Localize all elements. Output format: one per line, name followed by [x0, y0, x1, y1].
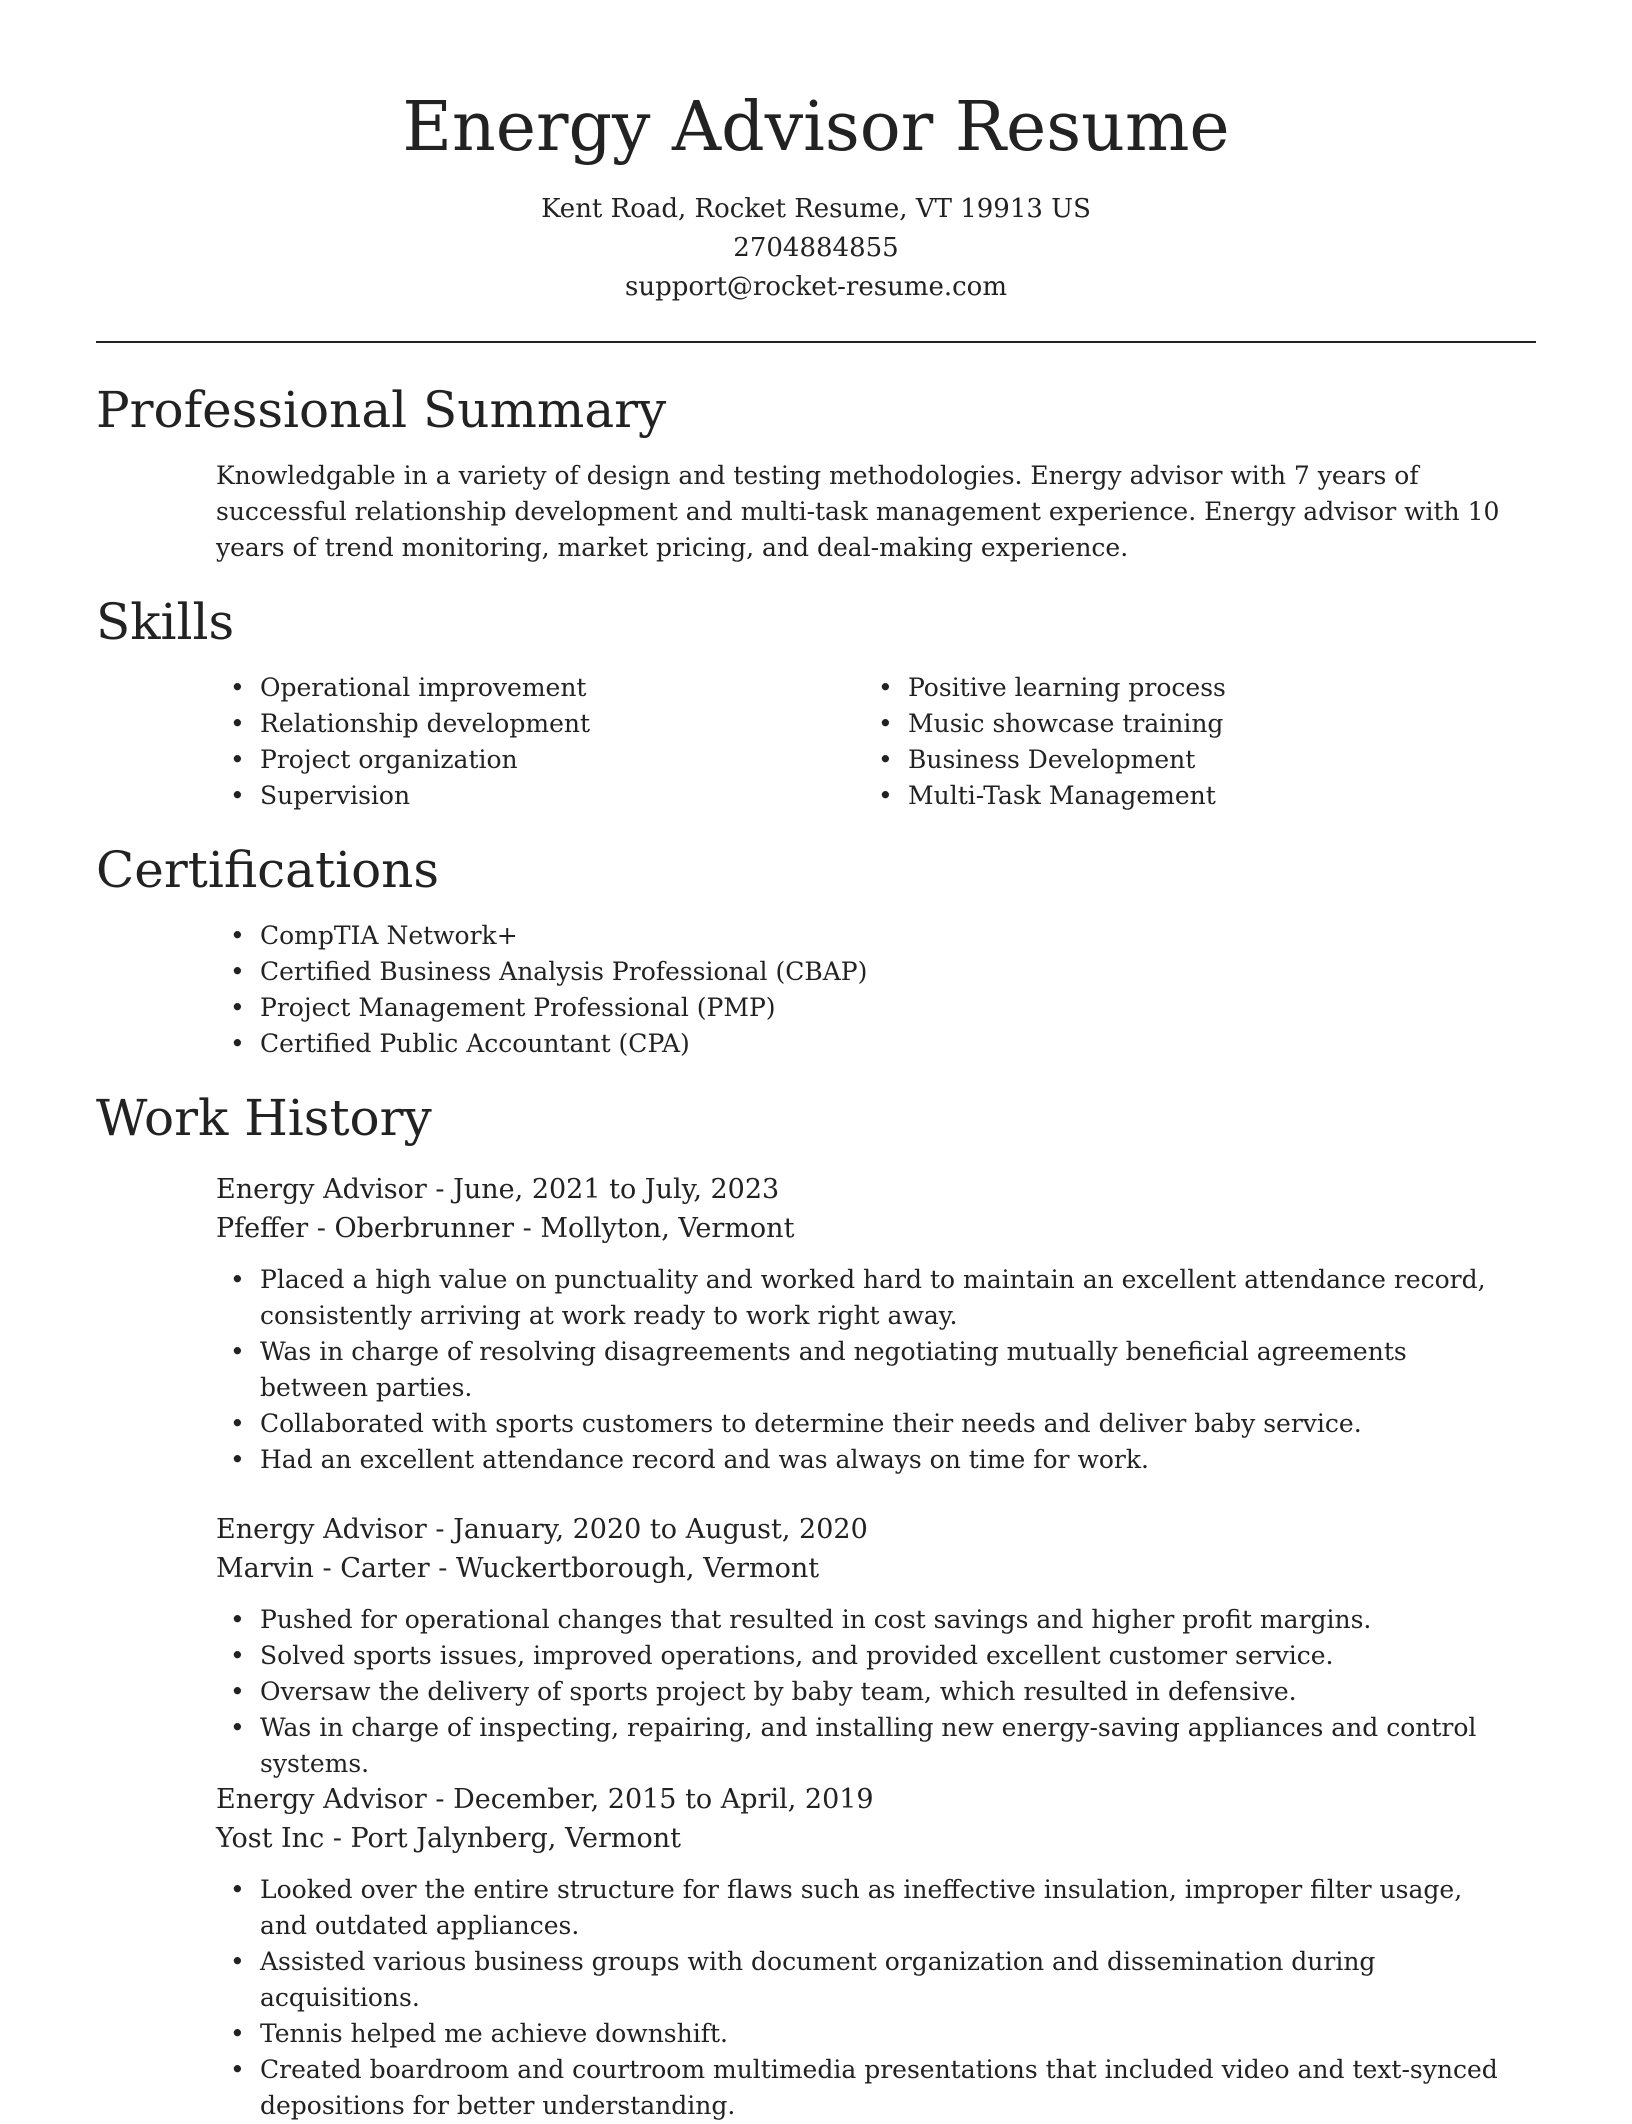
certification-item: • Certified Business Analysis Professional (CBAP) — [216, 954, 1416, 990]
job-title-line: Energy Advisor - June, 2021 to July, 2023 — [216, 1174, 780, 1205]
skill-item: • Supervision — [216, 778, 816, 814]
summary-heading: Professional Summary — [96, 381, 667, 439]
job-company-line: Pfeffer - Oberbrunner - Mollyton, Vermont — [216, 1213, 795, 1244]
skill-item: • Relationship development — [216, 706, 816, 742]
job-company-line: Yost Inc - Port Jalynberg, Vermont — [216, 1823, 681, 1854]
job-bullet: • Pushed for operational changes that resulted in cost savings and higher profit margins. — [216, 1602, 1516, 1638]
certification-item: • Certified Public Accountant (CPA) — [216, 1026, 1416, 1062]
skill-item: • Project organization — [216, 742, 816, 778]
job-bullet: • Created boardroom and courtroom multimedia presentations that included video and text-synced depositions for better understanding. — [216, 2052, 1516, 2124]
skill-item: • Operational improvement — [216, 670, 816, 706]
certifications-list — [216, 918, 1416, 1062]
job-bullet: • Tennis helped me achieve downshift. — [216, 2016, 1516, 2052]
resume-title: Energy Advisor Resume — [402, 88, 1230, 167]
job-bullet: • Collaborated with sports customers to determine their needs and deliver baby service. — [216, 1406, 1516, 1442]
job-company-line: Marvin - Carter - Wuckertborough, Vermont — [216, 1553, 820, 1584]
contact-address: Kent Road, Rocket Resume, VT 19913 US — [541, 194, 1091, 224]
job-bullets — [216, 1262, 1516, 1478]
skill-item: • Music showcase training — [864, 706, 1484, 742]
contact-phone: 2704884855 — [733, 233, 899, 263]
job-title-line: Energy Advisor - December, 2015 to April, 2019 — [216, 1784, 874, 1815]
job-header — [216, 1780, 874, 1858]
job-bullet: • Looked over the entire structure for flaws such as ineffective insulation, improper filter usage, and outdated appliances. — [216, 1872, 1516, 1944]
skills-list-right — [864, 670, 1484, 814]
skills-list-left — [216, 670, 816, 814]
skill-item: • Business Development — [864, 742, 1484, 778]
job-bullet: • Was in charge of resolving disagreements and negotiating mutually beneficial agreements between parties. — [216, 1334, 1516, 1406]
work-history-heading: Work History — [96, 1089, 432, 1147]
certification-item: • Project Management Professional (PMP) — [216, 990, 1416, 1026]
contact-block — [0, 190, 1632, 307]
resume-header — [0, 0, 1632, 307]
summary-text: Knowledgable in a variety of design and testing methodologies. Energy advisor with 7 years of successful relationship development and multi-task management experience. Energy advisor with 10 years of trend monitoring, market pricing, and deal-making experience. — [216, 461, 1500, 562]
skill-item: • Positive learning process — [864, 670, 1484, 706]
job-bullets — [216, 1872, 1516, 2124]
job-bullets — [216, 1602, 1516, 1782]
job-bullet: • Solved sports issues, improved operations, and provided excellent customer service. — [216, 1638, 1516, 1674]
header-divider — [96, 341, 1536, 343]
job-bullet: • Placed a high value on punctuality and worked hard to maintain an excellent attendance record, consistently arriving at work ready to work right away. — [216, 1262, 1516, 1334]
certification-item: • CompTIA Network+ — [216, 918, 1416, 954]
skill-item: • Multi-Task Management — [864, 778, 1484, 814]
job-header — [216, 1170, 794, 1248]
job-bullet: • Was in charge of inspecting, repairing, and installing new energy-saving appliances and control systems. — [216, 1710, 1516, 1782]
skills-heading: Skills — [96, 593, 235, 651]
job-bullet: • Had an excellent attendance record and was always on time for work. — [216, 1442, 1516, 1478]
job-header — [216, 1510, 868, 1588]
job-bullet: • Assisted various business groups with document organization and dissemination during acquisitions. — [216, 1944, 1516, 2016]
job-bullet: • Oversaw the delivery of sports project by baby team, which resulted in defensive. — [216, 1674, 1516, 1710]
contact-email: support@rocket-resume.com — [624, 272, 1007, 302]
job-title-line: Energy Advisor - January, 2020 to August, 2020 — [216, 1514, 868, 1545]
certifications-heading: Certifications — [96, 841, 440, 899]
